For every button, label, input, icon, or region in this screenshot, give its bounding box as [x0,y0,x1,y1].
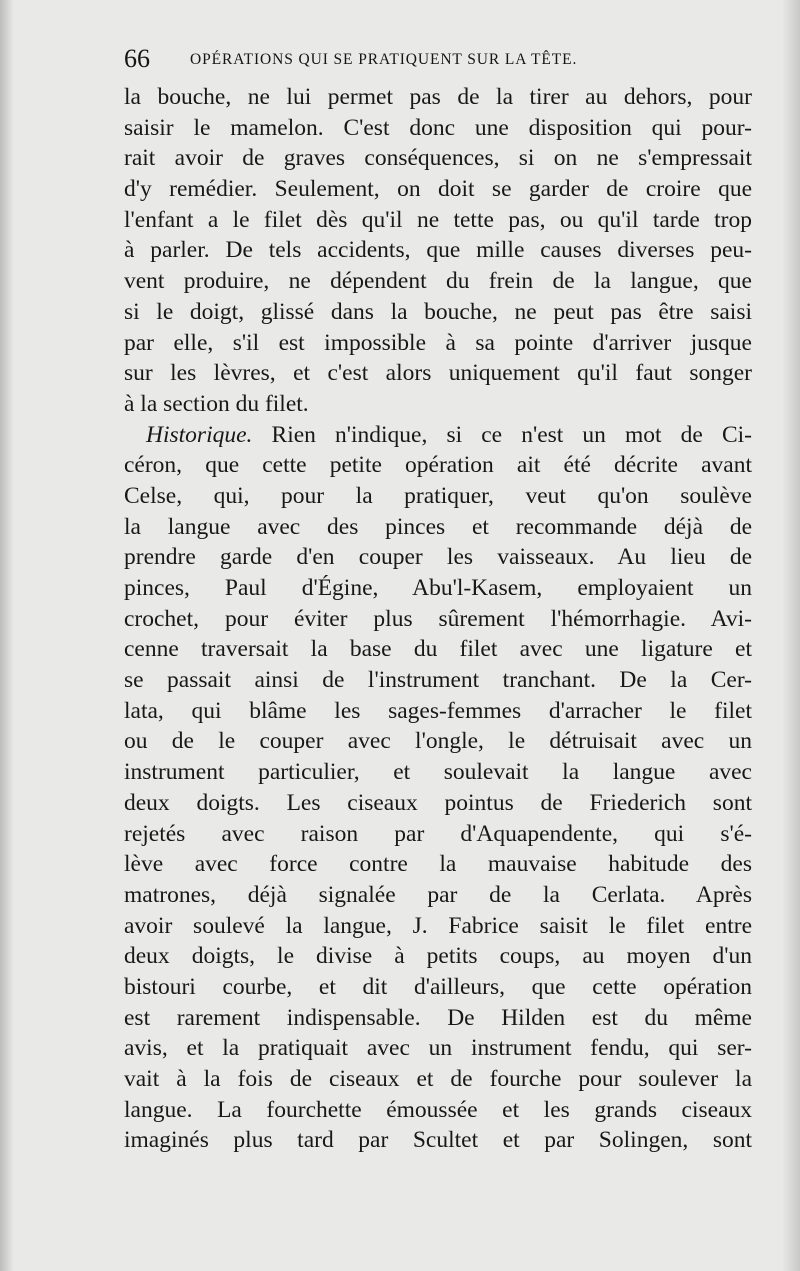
running-head: OPÉRATIONS QUI SE PRATIQUENT SUR LA TÊTE. [190,51,578,68]
text-line: avis, et la pratiquait avec un instrument fendu, qui ser- [124,1035,752,1062]
text-line-rest: Rien n'indique, si ce n'est un mot de Ci- [271,421,752,448]
text-line [124,420,752,451]
text-line: à parler. De tels accidents, que mille causes diverses peu- [124,237,752,264]
text-line: pinces, Paul d'Égine, Abu'l-Kasem, employaient un [124,575,752,601]
text-line: Celse, qui, pour la pratiquer, veut qu'on soulève [124,482,752,509]
page-left-edge-shadow [0,0,14,1271]
text-line: saisir le mamelon. C'est donc une disposition qui pour- [124,114,752,141]
text-line: deux doigts, le divise à petits coups, au moyen d'un [124,943,752,970]
text-line: cenne traversait la base du filet avec une ligature et [124,636,752,663]
page-header [124,42,754,78]
text-line: vait à la fois de ciseaux et de fourche pour soulever la [124,1066,752,1092]
text-line: ou de le couper avec l'ongle, le détruisait avec un [124,728,752,755]
text-line: se passait ainsi de l'instrument tranchant. De la Cer- [124,667,752,694]
text-line: instrument particulier, et soulevait la langue avec [124,759,752,786]
text-line: la bouche, ne lui permet pas de la tirer au dehors, pour [124,84,752,110]
text-line: langue. La fourchette émoussée et les grands ciseaux [124,1096,752,1123]
text-line: crochet, pour éviter plus sûrement l'hémorrhagie. Avi- [124,605,752,632]
text-line: rait avoir de graves conséquences, si on ne s'empressait [124,145,752,172]
text-line: d'y remédier. Seulement, on doit se garder de croire que [124,176,752,203]
text-line: matrones, déjà signalée par de la Cerlata. Après [124,881,752,908]
text-line: lève avec force contre la mauvaise habitude des [124,851,752,878]
text-line: l'enfant a le filet dès qu'il ne tette pas, ou qu'il tarde trop [124,206,752,233]
text-line: sur les lèvres, et c'est alors uniquement qu'il faut songer [124,360,752,387]
text-line: imaginés plus tard par Scultet et par Solingen, sont [124,1127,752,1154]
body-text [124,82,752,1156]
text-line: bistouri courbe, et dit d'ailleurs, que cette opération [124,973,752,1000]
text-line: rejetés avec raison par d'Aquapendente, qui s'é- [124,820,752,847]
page-right-edge-shadow [782,0,800,1271]
text-line: lata, qui blâme les sages-femmes d'arracher le filet [124,697,752,724]
paragraph-historique [124,420,752,1157]
text-line: avoir soulevé la langue, J. Fabrice saisit le filet entre [124,912,752,939]
text-line: à la section du filet. [124,390,309,417]
text-line: la langue avec des pinces et recommande déjà de [124,513,752,540]
text-line: vent produire, ne dépendent du frein de la langue, que [124,268,752,295]
text-line: deux doigts. Les ciseaux pointus de Friederich sont [124,789,752,816]
text-line: si le doigt, glissé dans la bouche, ne peut pas être saisi [124,298,752,325]
text-line: par elle, s'il est impossible à sa pointe d'arriver jusque [124,329,752,356]
section-heading: Historique. [146,421,253,448]
page-number: 66 [124,44,150,73]
text-line: céron, que cette petite opération ait été décrite avant [124,452,752,479]
text-line: est rarement indispensable. De Hilden est du même [124,1004,752,1031]
paragraph-continuation [124,82,752,420]
text-line: prendre garde d'en couper les vaisseaux. Au lieu de [124,544,752,571]
